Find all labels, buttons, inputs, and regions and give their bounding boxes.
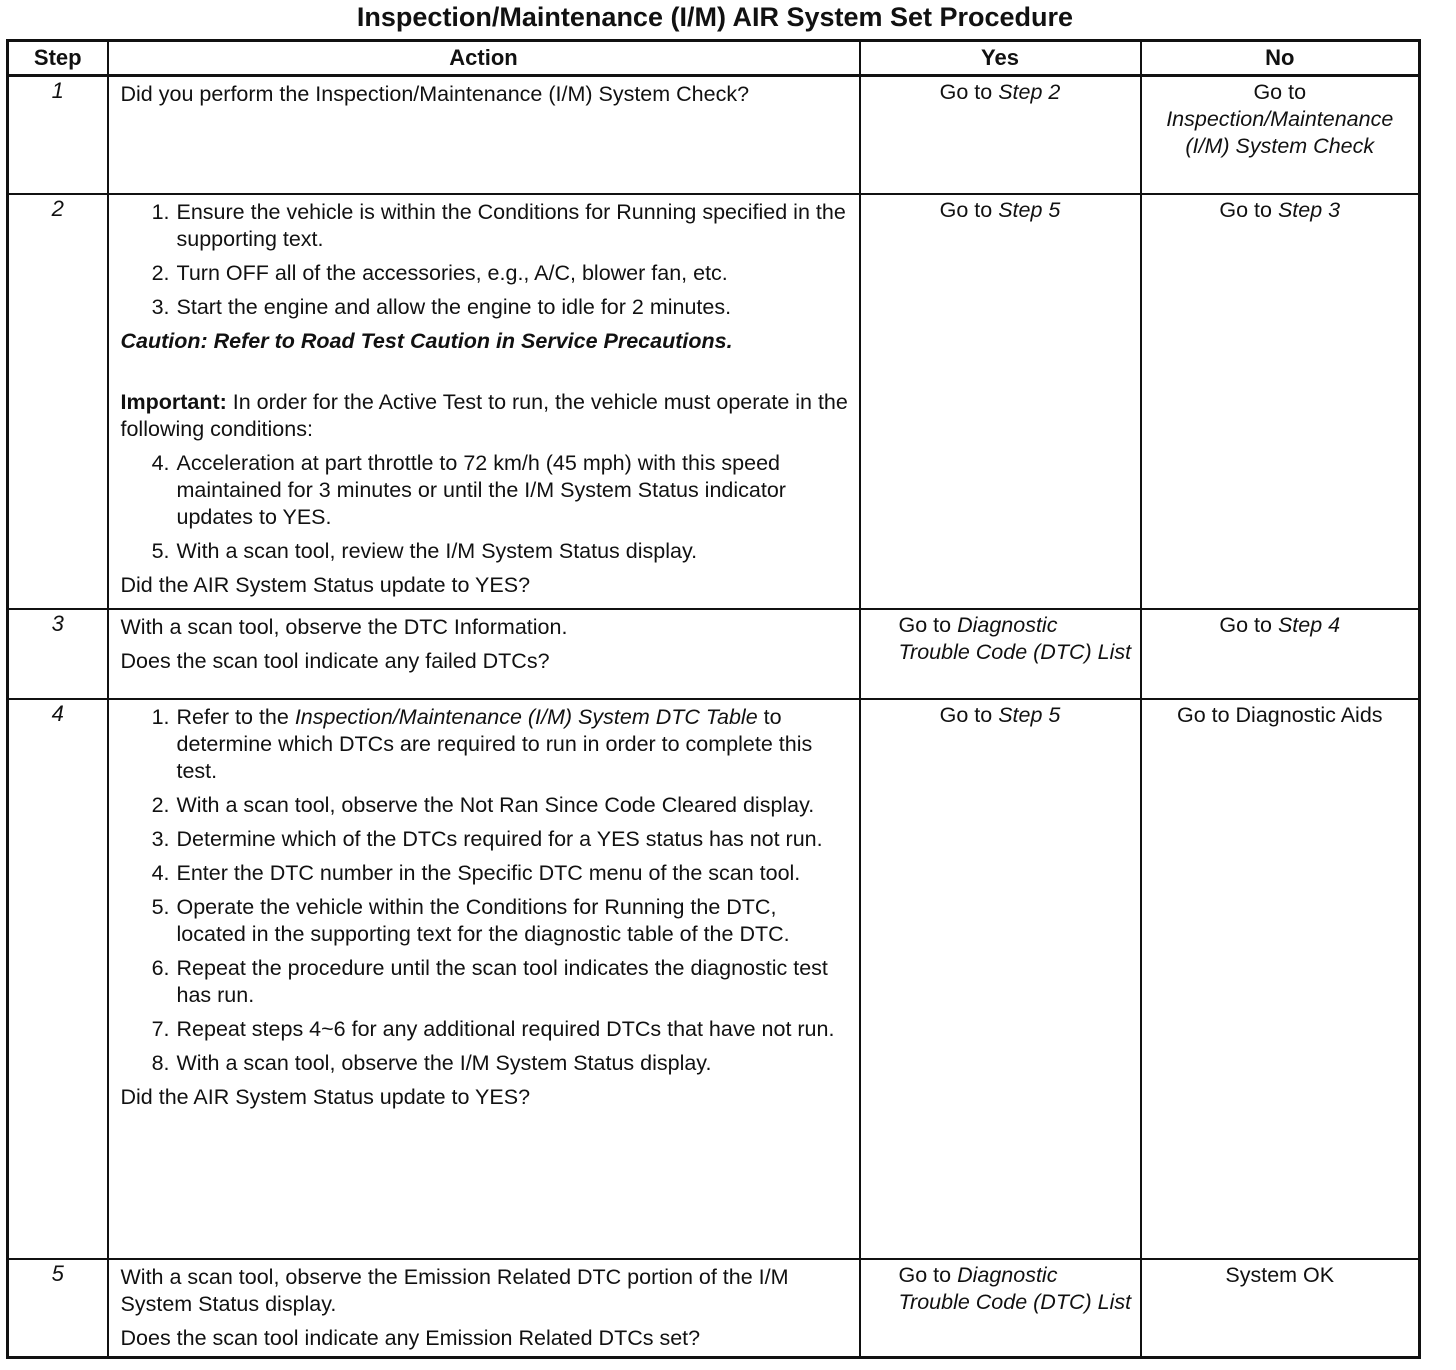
dtc-table-link[interactable]: Inspection/Maintenance (I/M) System DTC Table: [294, 704, 758, 729]
procedure-list: [121, 704, 851, 1077]
important-text: In order for the Active Test to run, the vehicle must operate in the following conditions:: [120, 389, 848, 441]
list-item: 8. With a scan tool, observe the I/M System Status display.: [176, 1050, 851, 1077]
table-row-step-3: [8, 609, 1420, 699]
header-step: Step: [8, 41, 108, 76]
header-no: No: [1141, 41, 1420, 76]
no-link[interactable]: Step 3: [1277, 197, 1341, 222]
caution-note: Caution: Refer to Road Test Caution in Service Precautions.: [120, 328, 733, 353]
header-yes: Yes: [860, 41, 1141, 76]
no-prefix: Go to: [1219, 197, 1278, 222]
important-note: [121, 389, 851, 443]
instruction-text: With a scan tool, observe the DTC Information.: [120, 614, 568, 639]
page-title: Inspection/Maintenance (I/M) AIR System Set Procedure: [356, 2, 1074, 32]
no-cell: [1141, 609, 1420, 699]
question-text: Did the AIR System Status update to YES?: [120, 1084, 531, 1109]
step-number: 4: [8, 699, 108, 1259]
table-row-step-4: [8, 699, 1420, 1259]
table-row-step-2: [8, 194, 1420, 609]
list-item: 4. Acceleration at part throttle to 72 km/h (45 mph) with this speed maintained for 3 minutes or until the I/M System Status indicator updates to YES.: [176, 450, 851, 531]
yes-link[interactable]: Step 5: [998, 702, 1061, 727]
list-item: 7. Repeat steps 4~6 for any additional required DTCs that have not run.: [176, 1016, 851, 1043]
no-cell: [1141, 194, 1420, 609]
action-cell: [108, 194, 860, 609]
yes-prefix: Go to: [939, 702, 999, 727]
question-text: Did you perform the Inspection/Maintenance (I/M) System Check?: [120, 82, 750, 106]
step-number: 3: [8, 609, 108, 699]
list-item: 5. Operate the vehicle within the Conditions for Running the DTC, located in the supporting text for the diagnostic table of the DTC.: [176, 894, 851, 948]
yes-link[interactable]: Step 5: [998, 197, 1061, 222]
header-action: Action: [108, 41, 860, 76]
list-item: 5. With a scan tool, review the I/M System Status display.: [176, 538, 851, 565]
item-suffix: to determine which DTCs are required to run in order to complete this test.: [176, 704, 813, 783]
item-prefix: Refer to the: [176, 704, 295, 729]
yes-prefix: Go to: [898, 612, 958, 637]
procedure-list: [121, 199, 851, 321]
list-item: 2. With a scan tool, observe the Not Ran Since Code Cleared display.: [176, 792, 851, 819]
no-prefix: Go to: [1219, 612, 1278, 637]
yes-prefix: Go to: [939, 197, 999, 222]
question-text: Did the AIR System Status update to YES?: [120, 572, 531, 597]
action-cell: [108, 699, 860, 1259]
step-number: 1: [8, 76, 108, 194]
list-item: [176, 704, 851, 785]
yes-cell: [860, 609, 1141, 699]
header-row: [8, 41, 1420, 76]
instruction-text: With a scan tool, observe the Emission Related DTC portion of the I/M System Status display.: [120, 1264, 789, 1316]
no-prefix: Go to: [1253, 80, 1307, 104]
yes-link[interactable]: Diagnostic Trouble Code (DTC) List: [898, 1262, 1132, 1314]
table-row-step-1: [8, 76, 1420, 194]
no-link[interactable]: Step 4: [1277, 612, 1341, 637]
yes-link[interactable]: Diagnostic Trouble Code (DTC) List: [898, 612, 1132, 664]
list-item: 6. Repeat the procedure until the scan tool indicates the diagnostic test has run.: [176, 955, 851, 1009]
procedure-list: [121, 450, 851, 565]
important-label: Important:: [120, 389, 227, 414]
action-cell: [108, 609, 860, 699]
procedure-table: [6, 39, 1421, 1359]
table-row-step-5: [8, 1259, 1420, 1358]
yes-cell: [860, 1259, 1141, 1358]
list-item: 1. Ensure the vehicle is within the Conditions for Running specified in the supporting text.: [176, 199, 851, 253]
step-number: 5: [8, 1259, 108, 1358]
question-text: Does the scan tool indicate any failed DTCs?: [120, 648, 550, 673]
step-number: 2: [8, 194, 108, 609]
no-link[interactable]: Go to Diagnostic Aids: [1176, 702, 1383, 727]
list-item: 3. Determine which of the DTCs required for a YES status has not run.: [176, 826, 851, 853]
yes-cell: [860, 76, 1141, 194]
yes-prefix: Go to: [939, 80, 999, 104]
no-status: System OK: [1225, 1262, 1335, 1287]
yes-cell: [860, 699, 1141, 1259]
yes-link[interactable]: Step 2: [998, 80, 1061, 104]
no-link[interactable]: Inspection/Maintenance (I/M) System Check: [1166, 107, 1394, 158]
no-cell: [1141, 76, 1420, 194]
yes-prefix: Go to: [898, 1262, 958, 1287]
list-item: 3. Start the engine and allow the engine to idle for 2 minutes.: [176, 294, 851, 321]
action-cell: [108, 76, 860, 194]
list-item: 4. Enter the DTC number in the Specific DTC menu of the scan tool.: [176, 860, 851, 887]
question-text: Does the scan tool indicate any Emission Related DTCs set?: [120, 1325, 701, 1350]
action-cell: [108, 1259, 860, 1358]
no-cell: [1141, 699, 1420, 1259]
no-cell: [1141, 1259, 1420, 1358]
list-item: 2. Turn OFF all of the accessories, e.g., A/C, blower fan, etc.: [176, 260, 851, 287]
yes-cell: [860, 194, 1141, 609]
